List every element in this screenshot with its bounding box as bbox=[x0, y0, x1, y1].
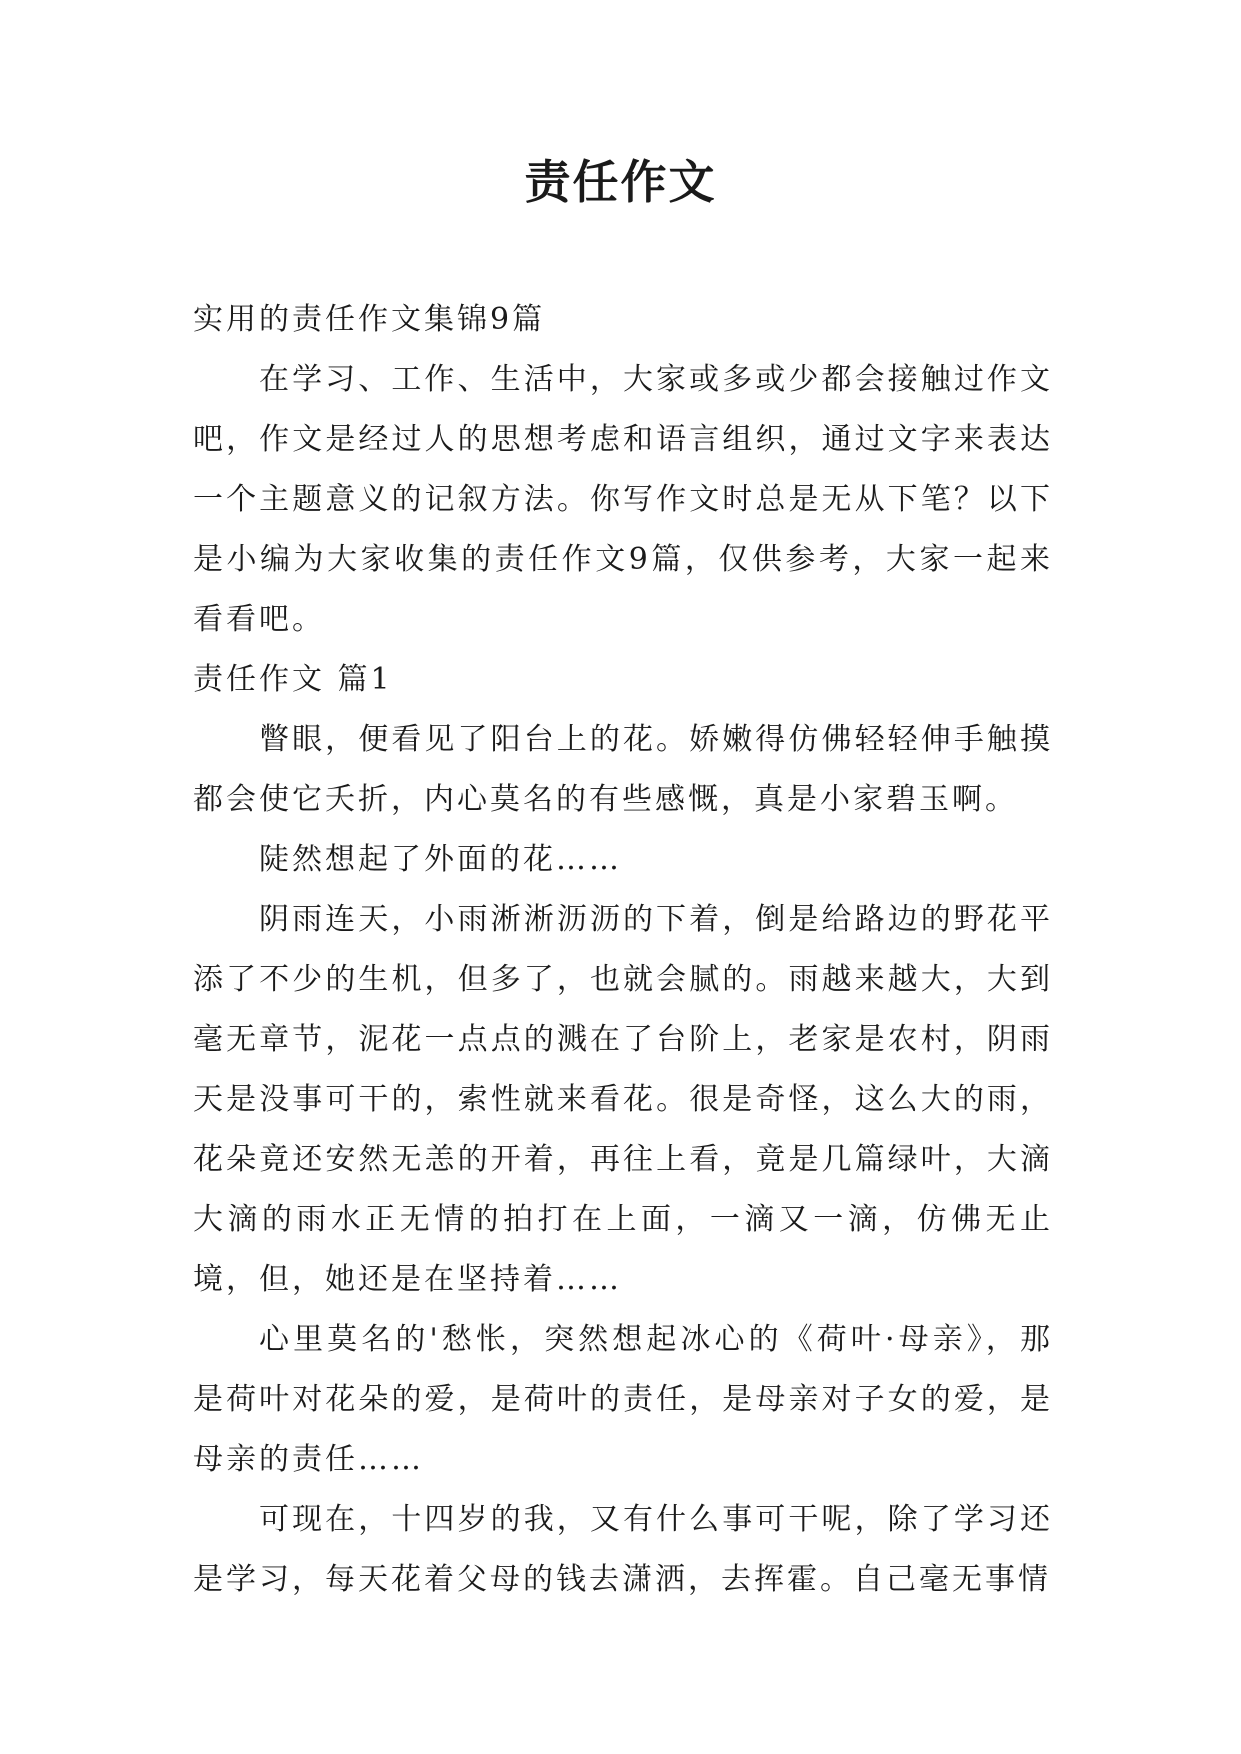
document-body bbox=[193, 290, 1053, 1610]
body-paragraph: 心里莫名的'愁怅，突然想起冰心的《荷叶·母亲》，那是荷叶对花朵的爱，是荷叶的责任，是母亲对子女的爱，是母亲的责任…… bbox=[193, 1322, 1053, 1477]
section-heading: 责任作文 篇1 bbox=[193, 662, 393, 697]
intro-paragraph: 在学习、工作、生活中，大家或多或少都会接触过作文吧，作文是经过人的思想考虑和语言组织，通过文字来表达一个主题意义的记叙方法。你写作文时总是无从下笔？以下是小编为大家收集的责任作文9篇，仅供参考，大家一起来看看吧。 bbox=[193, 362, 1053, 637]
document-subtitle: 实用的责任作文集锦9篇 bbox=[193, 302, 546, 337]
body-paragraph: 可现在，十四岁的我，又有什么事可干呢，除了学习还是学习，每天花着父母的钱去潇洒，去挥霍。自己毫无事情 bbox=[193, 1502, 1053, 1597]
document-title: 责任作文 bbox=[524, 155, 717, 209]
body-paragraph: 陡然想起了外面的花…… bbox=[259, 842, 622, 877]
body-paragraph: 阴雨连天，小雨淅淅沥沥的下着，倒是给路边的野花平添了不少的生机，但多了，也就会腻的。雨越来越大，大到毫无章节，泥花一点点的溅在了台阶上，老家是农村，阴雨天是没事可干的，索性就来看花。很是奇怪，这么大的雨，花朵竟还安然无恙的开着，再往上看，竟是几篇绿叶，大滴大滴的雨水正无情的拍打在上面，一滴又一滴，仿佛无止境，但，她还是在坚持着…… bbox=[193, 902, 1053, 1297]
body-paragraph: 瞥眼，便看见了阳台上的花。娇嫩得仿佛轻轻伸手触摸都会使它夭折，内心莫名的有些感慨，真是小家碧玉啊。 bbox=[193, 722, 1053, 817]
